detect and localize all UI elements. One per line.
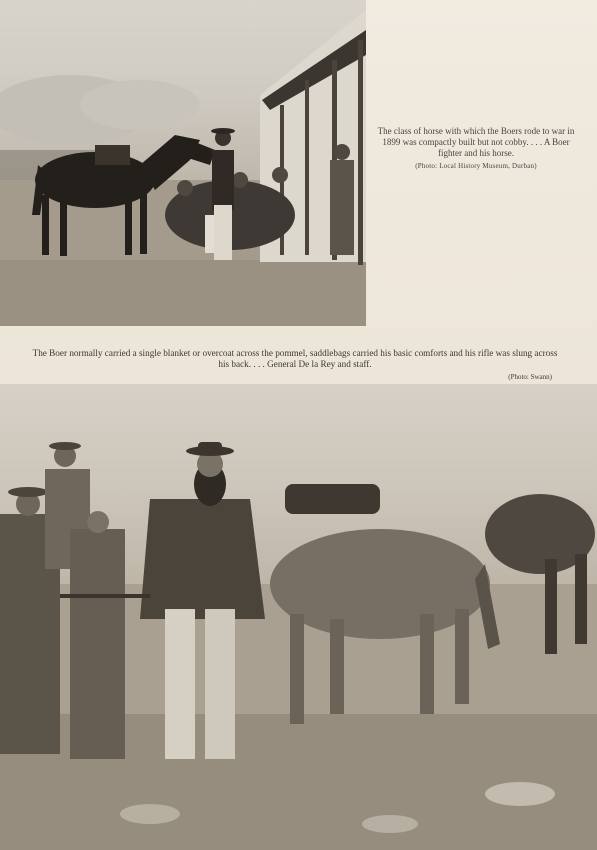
- photo-credit-top: (Photo: Local History Museum, Durban): [415, 162, 537, 170]
- rifle: [60, 594, 150, 598]
- horse-leg: [545, 559, 557, 654]
- horse-leg: [42, 195, 49, 255]
- horse-leg: [60, 198, 67, 256]
- horse-leg: [575, 554, 587, 644]
- man-head: [177, 180, 193, 196]
- photo-boer-fighter-and-horse: [0, 0, 366, 326]
- rock: [120, 804, 180, 824]
- saddle: [95, 145, 130, 165]
- caption-top-photo: [376, 126, 576, 172]
- general-trouser-leg: [205, 609, 235, 759]
- caption-bottom-photo: [30, 348, 560, 383]
- photo-credit-bottom: (Photo: Swann): [508, 373, 552, 381]
- verandah-post: [358, 40, 363, 265]
- horse-leg: [455, 609, 469, 704]
- horse-leg: [330, 619, 344, 714]
- horse-leg: [420, 614, 434, 714]
- man-head: [334, 144, 350, 160]
- dirt-road-foreground: [0, 260, 366, 326]
- rock: [485, 782, 555, 806]
- horse-leg: [290, 614, 304, 724]
- photo-bottom-illustration: [0, 384, 597, 850]
- hat-icon: [8, 487, 48, 497]
- background-trees: [80, 80, 200, 130]
- standing-man: [330, 160, 354, 255]
- staff-head: [87, 511, 109, 533]
- hat-icon: [49, 442, 81, 450]
- general-trouser-leg: [165, 609, 195, 759]
- photo-general-de-la-rey-and-staff: [0, 384, 597, 850]
- staff-member: [70, 529, 125, 759]
- verandah-post: [305, 80, 309, 255]
- man-head: [232, 172, 248, 188]
- man-head: [272, 167, 288, 183]
- boer-fighter-coat: [212, 150, 234, 210]
- caption-bottom-text: The Boer normally carried a single blanket or overcoat across the pommel, saddlebags carried his basic comforts and his rifle was slung across his back. . . . General De la Rey and staff.: [32, 348, 558, 369]
- hat-crown: [198, 442, 222, 452]
- saddle: [285, 484, 380, 514]
- caption-top-text: The class of horse with which the Boers rode to war in 1899 was compactly built but not cobby. . . . A Boer fighter and his horse.: [377, 126, 575, 158]
- horse-head: [185, 138, 215, 165]
- photo-top-illustration: [0, 0, 366, 326]
- horse-leg: [125, 195, 132, 255]
- boer-fighter-trousers: [214, 205, 232, 260]
- rock: [362, 815, 418, 833]
- horse-leg: [140, 192, 147, 254]
- general-coat: [140, 499, 265, 619]
- hat-icon: [211, 128, 235, 134]
